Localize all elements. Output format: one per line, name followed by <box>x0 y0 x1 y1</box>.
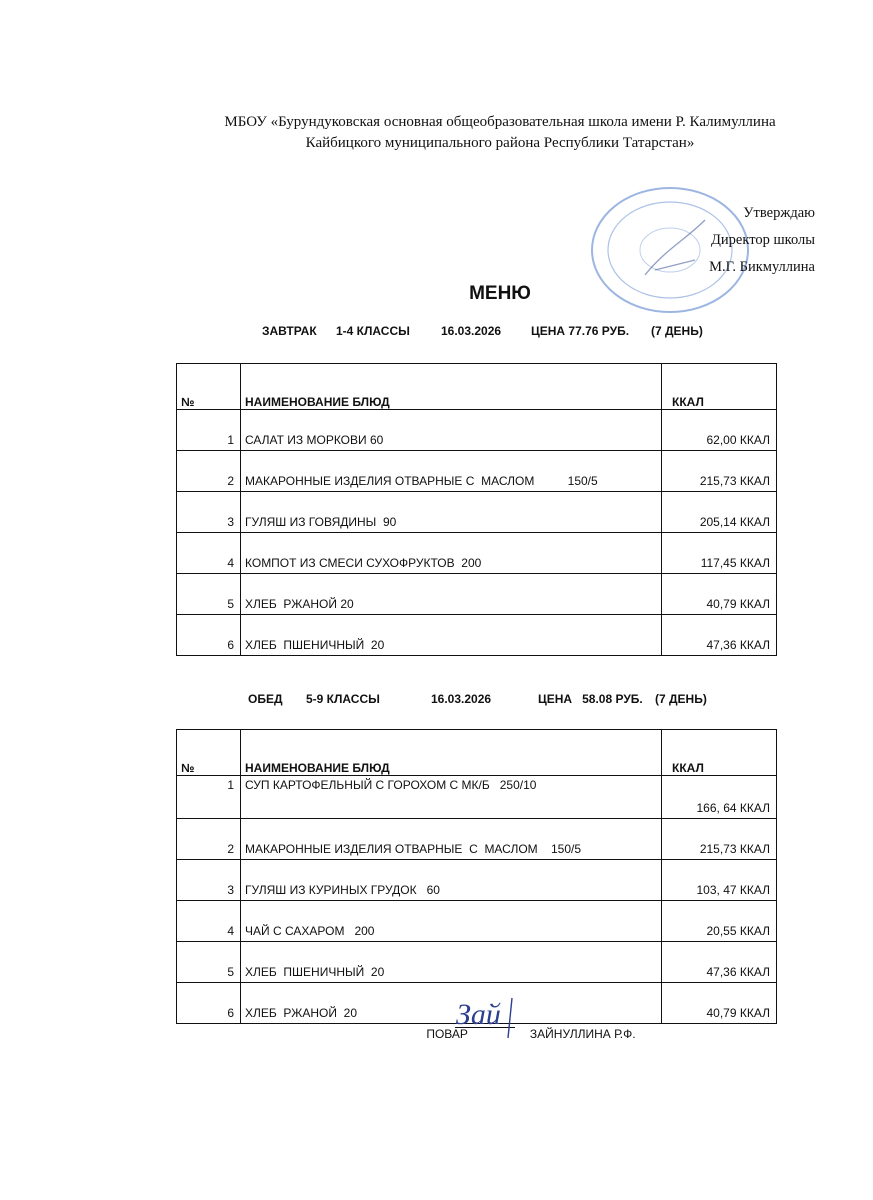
col-name-header: НАИМЕНОВАНИЕ БЛЮД <box>241 364 662 410</box>
row-dish: КОМПОТ ИЗ СМЕСИ СУХОФРУКТОВ 200 <box>241 533 662 574</box>
row-dish: ЧАЙ С САХАРОМ 200 <box>241 901 662 942</box>
lunch-meal: ОБЕД <box>248 692 283 706</box>
breakfast-day: (7 ДЕНЬ) <box>651 324 703 338</box>
row-dish: ГУЛЯШ ИЗ ГОВЯДИНЫ 90 <box>241 492 662 533</box>
row-no: 1 <box>177 776 241 819</box>
table-header-row <box>177 730 777 776</box>
row-kcal: 215,73 ККАЛ <box>662 451 777 492</box>
row-no: 6 <box>177 615 241 656</box>
table-row <box>177 410 777 451</box>
row-kcal: 117,45 ККАЛ <box>662 533 777 574</box>
table-row <box>177 860 777 901</box>
row-kcal: 40,79 ККАЛ <box>662 574 777 615</box>
row-dish: ХЛЕБ РЖАНОЙ 20 <box>241 983 662 1024</box>
row-no: 2 <box>177 819 241 860</box>
col-no-header: № <box>177 730 241 776</box>
lunch-day: (7 ДЕНЬ) <box>655 692 707 706</box>
cook-label: ПОВАР <box>426 1027 468 1041</box>
signature-text: Зай <box>456 998 501 1031</box>
table-row <box>177 942 777 983</box>
breakfast-table <box>176 363 777 656</box>
cook-signature <box>452 990 532 1040</box>
approval-name: М.Г. Бикмуллина <box>709 259 815 275</box>
page-title: МЕНЮ <box>469 283 531 304</box>
row-kcal: 103, 47 ККАЛ <box>662 860 777 901</box>
row-kcal: 215,73 ККАЛ <box>662 819 777 860</box>
row-kcal: 166, 64 ККАЛ <box>662 776 777 819</box>
row-no: 4 <box>177 901 241 942</box>
lunch-classes: 5-9 КЛАССЫ <box>306 692 380 706</box>
table-row <box>177 819 777 860</box>
row-kcal: 47,36 ККАЛ <box>662 942 777 983</box>
table-header-row <box>177 364 777 410</box>
row-kcal: 205,14 ККАЛ <box>662 492 777 533</box>
row-no: 3 <box>177 860 241 901</box>
row-dish: ХЛЕБ ПШЕНИЧНЫЙ 20 <box>241 615 662 656</box>
row-kcal: 20,55 ККАЛ <box>662 901 777 942</box>
row-no: 5 <box>177 942 241 983</box>
row-no: 3 <box>177 492 241 533</box>
col-kcal-header: ККАЛ <box>662 730 777 776</box>
row-dish: ХЛЕБ РЖАНОЙ 20 <box>241 574 662 615</box>
row-no: 2 <box>177 451 241 492</box>
lunch-table <box>176 729 777 1024</box>
breakfast-meal: ЗАВТРАК <box>262 324 317 338</box>
breakfast-price: ЦЕНА 77.76 РУБ. <box>531 324 630 338</box>
row-no: 1 <box>177 410 241 451</box>
breakfast-date: 16.03.2026 <box>441 324 502 338</box>
row-kcal: 62,00 ККАЛ <box>662 410 777 451</box>
table-row <box>177 615 777 656</box>
table-row <box>177 451 777 492</box>
row-kcal: 47,36 ККАЛ <box>662 615 777 656</box>
table-row <box>177 776 777 819</box>
row-kcal: 40,79 ККАЛ <box>662 983 777 1024</box>
row-dish: МАКАРОННЫЕ ИЗДЕЛИЯ ОТВАРНЫЕ С МАСЛОМ 150/5 <box>241 451 662 492</box>
lunch-date: 16.03.2026 <box>431 692 492 706</box>
school-name-line1: МБОУ «Бурундуковская основная общеобразовательная школа имени Р. Калимуллина <box>224 114 776 130</box>
table-row <box>177 533 777 574</box>
row-no: 5 <box>177 574 241 615</box>
table-row <box>177 574 777 615</box>
table-row <box>177 492 777 533</box>
col-name-header: НАИМЕНОВАНИЕ БЛЮД <box>241 730 662 776</box>
breakfast-classes: 1-4 КЛАССЫ <box>336 324 410 338</box>
row-no: 4 <box>177 533 241 574</box>
cook-name: ЗАЙНУЛЛИНА Р.Ф. <box>529 1027 636 1041</box>
row-dish: СУП КАРТОФЕЛЬНЫЙ С ГОРОХОМ С МК/Б 250/10 <box>241 776 662 819</box>
row-no: 6 <box>177 983 241 1024</box>
approval-block <box>709 200 815 281</box>
row-dish: САЛАТ ИЗ МОРКОВИ 60 <box>241 410 662 451</box>
col-no-header: № <box>177 364 241 410</box>
approval-position: Директор школы <box>711 232 815 248</box>
table-row <box>177 901 777 942</box>
approval-label: Утверждаю <box>743 205 815 221</box>
row-dish: ГУЛЯШ ИЗ КУРИНЫХ ГРУДОК 60 <box>241 860 662 901</box>
col-kcal-header: ККАЛ <box>662 364 777 410</box>
school-name-line2: Кайбицкого муниципального района Республики Татарстан» <box>305 135 695 151</box>
lunch-price: ЦЕНА 58.08 РУБ. <box>538 692 643 706</box>
row-dish: МАКАРОННЫЕ ИЗДЕЛИЯ ОТВАРНЫЕ С МАСЛОМ 150/5 <box>241 819 662 860</box>
row-dish: ХЛЕБ ПШЕНИЧНЫЙ 20 <box>241 942 662 983</box>
school-header <box>180 112 820 154</box>
